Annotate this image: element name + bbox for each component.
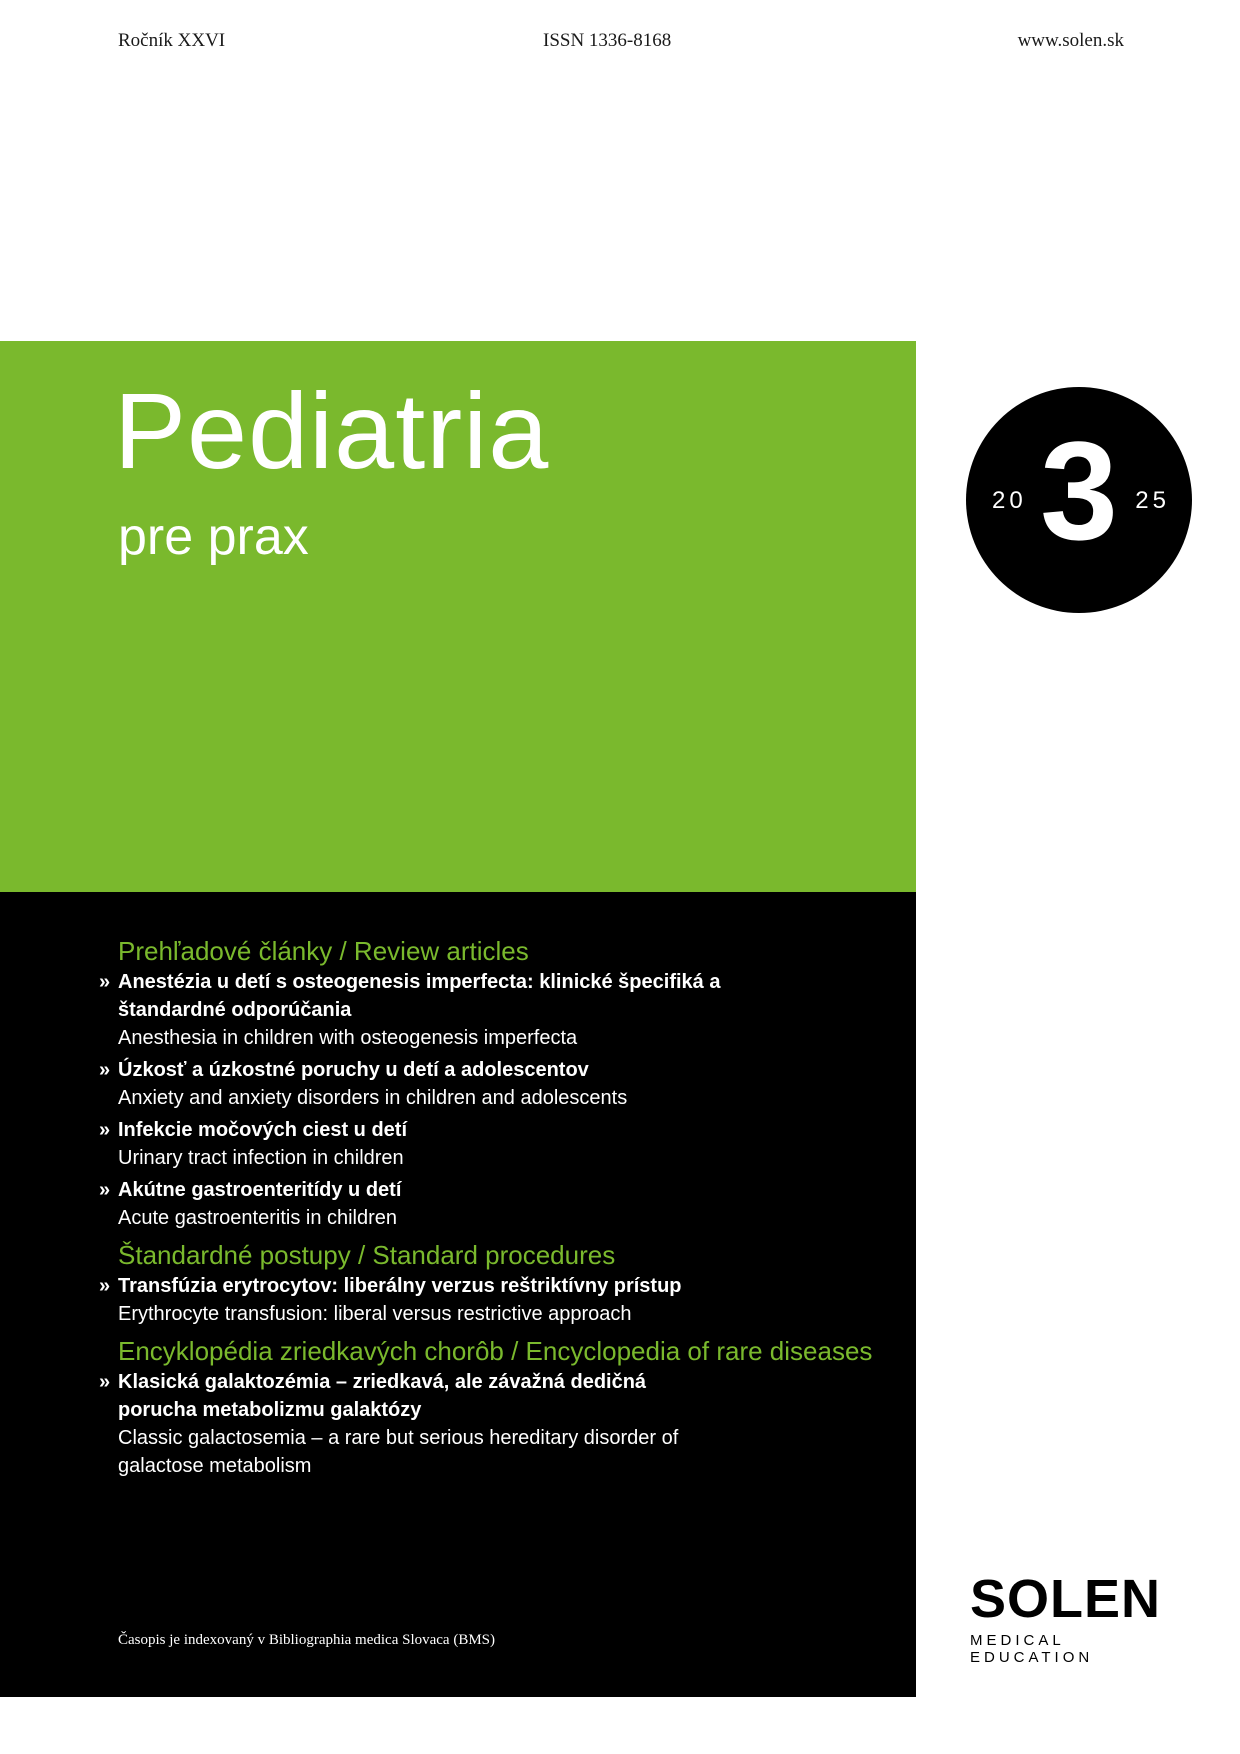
article-title-sk: Anestézia u detí s osteogenesis imperfecta: klinické špecifiká a štandardné odporúčania (118, 971, 721, 1021)
issue-year-right: 25 (1135, 487, 1170, 514)
index-note: Časopis je indexovaný v Bibliographia medica Slovaca (BMS) (118, 1632, 496, 1648)
volume-label: Ročník XXVI (118, 30, 226, 51)
bullet-icon: » (99, 1179, 111, 1201)
bullet-icon: » (99, 1059, 111, 1081)
publisher-logo (970, 1569, 1190, 1666)
website-link[interactable]: www.solen.sk (1017, 30, 1124, 51)
article-title-en: Erythrocyte transfusion: liberal versus restrictive approach (118, 1303, 632, 1325)
article-title-sk: Úzkosť a úzkostné poruchy u detí a adolescentov (118, 1059, 589, 1081)
toc-article[interactable] (0, 1368, 916, 1480)
toc-article[interactable] (0, 968, 916, 1052)
issue-year-left: 20 (992, 487, 1027, 514)
toc-section (0, 1238, 916, 1328)
article-title-sk: Klasická galaktozémia – zriedkavá, ale závažná dedičná porucha metabolizmu galaktózy (118, 1371, 647, 1421)
article-title-en: Anxiety and anxiety disorders in children and adolescents (118, 1087, 628, 1109)
section-heading: Encyklopédia zriedkavých chorôb / Encyclopedia of rare diseases (118, 1336, 873, 1366)
contents-band (0, 892, 916, 1697)
bullet-icon: » (99, 971, 111, 993)
toc-section (0, 934, 916, 1232)
toc-section (0, 1334, 916, 1480)
article-title-en: Urinary tract infection in children (118, 1147, 404, 1169)
bullet-icon: » (99, 1275, 111, 1297)
toc-article[interactable] (0, 1272, 916, 1328)
article-title-en: Acute gastroenteritis in children (118, 1207, 398, 1229)
toc-article[interactable] (0, 1116, 916, 1172)
article-title-sk: Akútne gastroenteritídy u detí (118, 1179, 402, 1201)
section-heading: Prehľadové články / Review articles (118, 936, 529, 966)
toc-article[interactable] (0, 1176, 916, 1232)
table-of-contents (0, 928, 916, 1486)
publisher-tagline: MEDICAL EDUCATION (970, 1632, 1094, 1666)
article-title-sk: Infekcie močových ciest u detí (118, 1119, 407, 1141)
publisher-name: SOLEN (970, 1569, 1162, 1629)
section-heading: Štandardné postupy / Standard procedures (118, 1240, 616, 1270)
article-title-en: Anesthesia in children with osteogenesis imperfecta (118, 1027, 578, 1049)
issn-label: ISSN 1336-8168 (543, 30, 672, 51)
journal-title: Pediatria (114, 370, 550, 491)
article-title-en: Classic galactosemia – a rare but serious hereditary disorder of galactose metabolism (118, 1427, 679, 1477)
article-title-sk: Transfúzia erytrocytov: liberálny verzus reštriktívny prístup (118, 1275, 682, 1297)
issue-number: 3 (1040, 412, 1118, 569)
bullet-icon: » (99, 1119, 111, 1141)
journal-subtitle: pre prax (118, 508, 309, 566)
bullet-icon: » (99, 1371, 111, 1393)
toc-article[interactable] (0, 1056, 916, 1112)
title-band (0, 341, 916, 892)
issue-badge (966, 387, 1192, 613)
